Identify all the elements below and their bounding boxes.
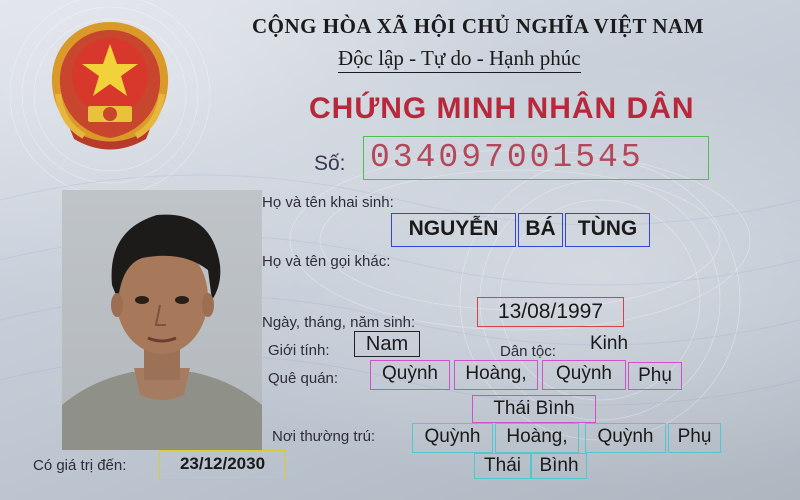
hometown-part: Phụ <box>628 362 682 390</box>
full-name-part: NGUYỄN <box>391 213 516 247</box>
ethnicity-label: Dân tộc: <box>500 343 556 360</box>
residence-part: Phụ <box>668 423 721 453</box>
ethnicity-value: Kinh <box>590 333 629 354</box>
sex-value: Nam <box>354 331 420 357</box>
national-motto: Độc lập - Tự do - Hạnh phúc <box>338 46 581 73</box>
full-name-part: TÙNG <box>565 213 650 247</box>
id-number-value: 034097001545 <box>363 136 709 180</box>
expiry-label: Có giá trị đến: <box>33 457 127 474</box>
sex-label: Giới tính: <box>268 342 330 359</box>
country-heading: CỘNG HÒA XÃ HỘI CHỦ NGHĨA VIỆT NAM <box>252 14 705 38</box>
residence-part: Quỳnh <box>585 423 666 453</box>
full-name-label: Họ và tên khai sinh: <box>262 194 394 211</box>
residence-part: Thái <box>474 453 531 479</box>
permanent-residence-label: Nơi thường trú: <box>272 428 376 445</box>
date-of-birth-label: Ngày, tháng, năm sinh: <box>262 314 416 331</box>
document-title: CHỨNG MINH NHÂN DÂN <box>309 92 695 125</box>
residence-part: Bình <box>531 453 587 479</box>
residence-part: Quỳnh <box>412 423 493 453</box>
expiry-value: 23/12/2030 <box>159 450 286 480</box>
hometown-part: Quỳnh <box>542 360 626 390</box>
hometown-label: Quê quán: <box>268 370 339 387</box>
id-number-label: Số: <box>314 152 346 175</box>
hometown-part: Thái Bình <box>472 395 596 423</box>
residence-part: Hoàng, <box>495 423 579 453</box>
hometown-part: Hoàng, <box>454 360 538 390</box>
national-emblem-icon <box>40 14 180 159</box>
hometown-part: Quỳnh <box>370 360 450 390</box>
other-name-label: Họ và tên gọi khác: <box>262 253 391 270</box>
date-of-birth-value: 13/08/1997 <box>477 297 624 327</box>
full-name-part: BÁ <box>518 213 563 247</box>
portrait-photo <box>62 190 262 450</box>
